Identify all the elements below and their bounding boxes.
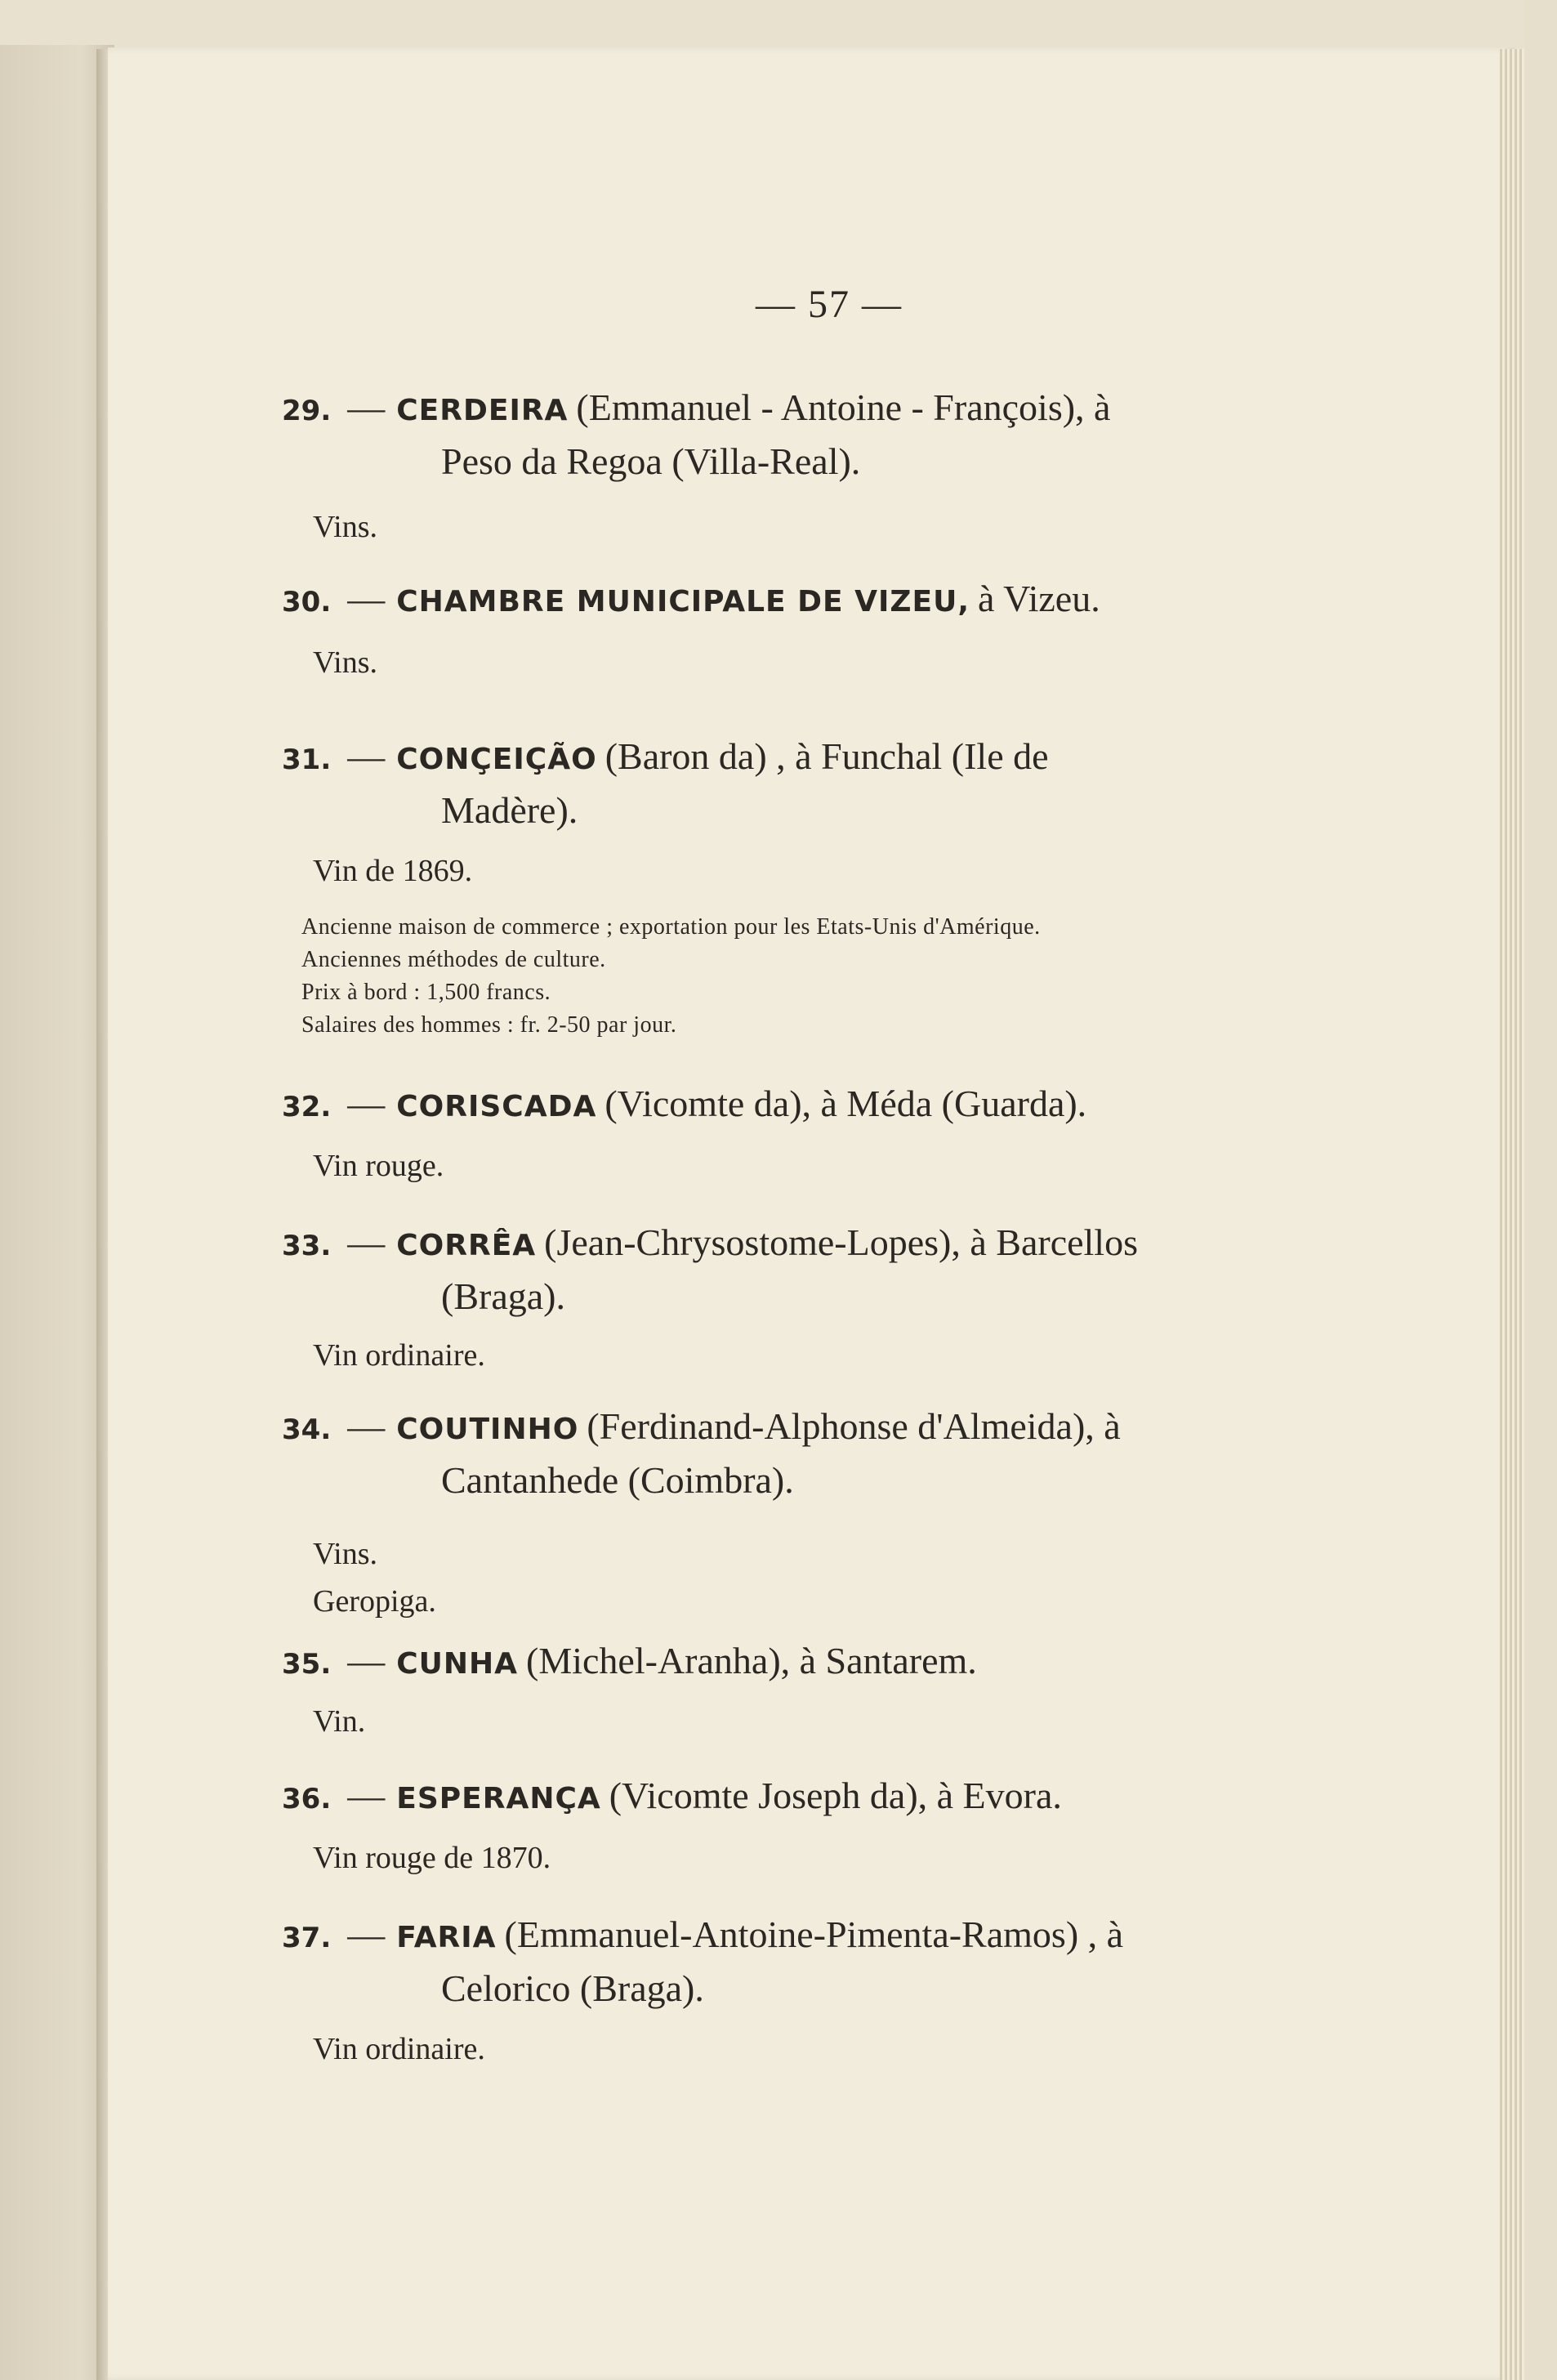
entry-note: Geropiga. [313, 1584, 436, 1619]
background-top [0, 0, 1557, 47]
entry-text: (Emmanuel-Antoine-Pimenta-Ramos) , à [504, 1913, 1124, 1955]
remark-line: Anciennes méthodes de culture. [301, 947, 606, 972]
entry-dash: — [347, 1913, 386, 1955]
entry-name: ESPERANÇA [396, 1782, 601, 1815]
entry-text: (Baron da) , à Funchal (Ile de [605, 735, 1049, 777]
entry-note: Vin. [313, 1704, 366, 1739]
entry-text: (Vicomte Joseph da), à Evora. [609, 1775, 1062, 1816]
entry-headline [282, 574, 1262, 627]
entry-note: Vin rouge de 1870. [313, 1841, 551, 1875]
entry-number: 37. [282, 1922, 332, 1954]
entry-text: (Emmanuel - Antoine - François), à [576, 386, 1111, 428]
entry-headline [282, 382, 1262, 487]
entry-name: CONÇEIÇÃO [396, 743, 597, 776]
entry-text: (Jean-Chrysostome-Lopes), à Barcellos [544, 1221, 1138, 1263]
entry-name: CUNHA [396, 1647, 519, 1681]
remark-line: Prix à bord : 1,500 francs. [301, 980, 551, 1005]
entry-34 [282, 1401, 1262, 1625]
entry-continuation: Madère). [441, 789, 578, 831]
entry-33 [282, 1217, 1262, 1379]
entry-note: Vins. [313, 510, 378, 544]
entry-name: CORRÊA [396, 1229, 537, 1262]
entry-headline [282, 1401, 1262, 1506]
entry-note: Vins. [313, 645, 378, 680]
entry-dash: — [347, 1775, 386, 1816]
entry-name: CORISCADA [396, 1090, 597, 1123]
entry-headline [282, 1078, 1262, 1132]
entry-text: (Ferdinand-Alphonse d'Almeida), à [587, 1405, 1121, 1447]
entry-dash: — [347, 1405, 386, 1447]
entry-dash: — [347, 386, 386, 428]
entry-note: Vin ordinaire. [313, 1338, 485, 1373]
entry-headline [282, 1217, 1262, 1322]
entry-number: 36. [282, 1783, 332, 1815]
entry-35 [282, 1636, 1262, 1745]
entry-headline [282, 1636, 1262, 1690]
remark-line: Ancienne maison de commerce ; exportation pour les Etats-Unis d'Amérique. [301, 914, 1041, 940]
entry-dash: — [347, 735, 386, 777]
entry-30 [282, 574, 1262, 686]
entry-name: CERDEIRA [396, 394, 569, 427]
entry-headline [282, 1770, 1262, 1824]
background-right [1524, 0, 1557, 2380]
entry-text: à Vizeu. [978, 578, 1100, 619]
entry-29 [282, 382, 1262, 551]
entry-dash: — [347, 1083, 386, 1124]
entry-note: Vin de 1869. [313, 854, 473, 888]
entry-number: 32. [282, 1091, 332, 1123]
entry-note: Vin ordinaire. [313, 2032, 485, 2066]
entry-continuation: Celorico (Braga). [441, 1967, 704, 2009]
entry-36 [282, 1770, 1262, 1882]
entry-continuation: (Braga). [441, 1275, 565, 1317]
entry-number: 33. [282, 1230, 332, 1262]
page-number: — 57 — [756, 283, 903, 326]
entry-32 [282, 1078, 1262, 1190]
entry-continuation: Peso da Regoa (Villa-Real). [441, 440, 861, 482]
entry-headline [282, 731, 1262, 836]
entry-text: (Vicomte da), à Méda (Guarda). [605, 1083, 1087, 1124]
entry-number: 31. [282, 743, 332, 776]
entry-number: 30. [282, 586, 332, 618]
entry-headline [282, 1909, 1262, 2014]
entry-remarks [282, 911, 1262, 1042]
entry-number: 35. [282, 1648, 332, 1681]
entry-note: Vins. [313, 1537, 378, 1571]
page-stack-edge [1500, 49, 1524, 2380]
entry-continuation: Cantanhede (Coimbra). [441, 1459, 794, 1501]
entry-dash: — [347, 1221, 386, 1263]
remark-line: Salaires des hommes : fr. 2-50 par jour. [301, 1012, 677, 1038]
entry-dash: — [347, 578, 386, 619]
entry-number: 29. [282, 395, 332, 427]
entry-37 [282, 1909, 1262, 2073]
entry-note: Vin rouge. [313, 1149, 444, 1183]
entry-name: FARIA [396, 1921, 497, 1954]
entry-31 [282, 731, 1262, 1042]
entry-text: (Michel-Aranha), à Santarem. [526, 1640, 977, 1681]
entry-name: COUTINHO [396, 1413, 579, 1446]
entry-name: CHAMBRE MUNICIPALE DE VIZEU, [396, 585, 970, 618]
entry-number: 34. [282, 1413, 332, 1446]
entry-dash: — [347, 1640, 386, 1681]
